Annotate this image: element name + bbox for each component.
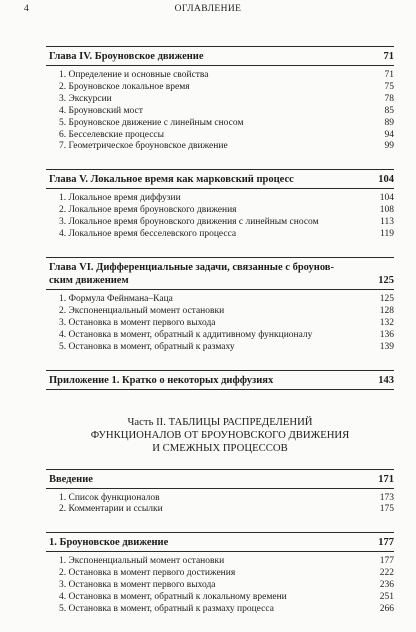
chapter-title-line2: ским движением <box>49 274 129 286</box>
entry-title: 6. Бесселевские процессы <box>59 129 165 140</box>
appendix-heading[interactable] <box>46 371 394 389</box>
chapter-heading[interactable] <box>46 258 394 289</box>
divider <box>46 389 394 390</box>
toc-entry[interactable] <box>46 106 394 118</box>
entry-page: 266 <box>379 603 394 614</box>
toc-entry[interactable] <box>46 118 394 130</box>
toc-entry[interactable] <box>46 493 394 505</box>
entry-page: 175 <box>379 504 394 515</box>
toc-entry[interactable] <box>46 130 394 142</box>
entry-title: 7. Геометрическое броуновское движение <box>59 141 228 152</box>
toc-entry[interactable] <box>46 318 394 330</box>
entry-page: 78 <box>384 93 394 104</box>
entry-title: 3. Локальное время броуновского движения с линейным сносом <box>59 217 319 228</box>
toc-entry[interactable] <box>46 306 394 318</box>
entry-page: 85 <box>384 105 394 116</box>
chapter-title: Глава IV. Броуновское движение <box>49 51 204 62</box>
entry-title: 3. Остановка в момент первого выхода <box>59 580 216 591</box>
chapter-page: 104 <box>378 174 394 186</box>
entry-title: 2. Остановка в момент первого достижения <box>59 568 236 579</box>
chapter-page: 125 <box>378 274 394 286</box>
appendix-title: Приложение 1. Кратко о некоторых диффузиях <box>49 374 274 386</box>
entry-page: 251 <box>379 592 394 603</box>
toc-entry[interactable] <box>46 229 394 241</box>
entry-page: 71 <box>384 70 394 80</box>
section-list <box>46 290 394 357</box>
toc-entry[interactable] <box>46 82 394 94</box>
toc-entry[interactable] <box>46 592 394 604</box>
entry-page: 128 <box>379 305 394 316</box>
chapter-title: 1. Броуновское движение <box>49 537 169 549</box>
running-header <box>0 4 416 18</box>
toc-entry[interactable] <box>46 70 394 82</box>
chapter-page: 177 <box>378 537 394 549</box>
entry-title: 5. Остановка в момент, обратный к размаху процесса <box>59 603 274 614</box>
entry-title: 4. Остановка в момент, обратный к аддитивному функционалу <box>59 329 313 340</box>
entry-page: 89 <box>384 117 394 128</box>
toc-entry[interactable] <box>46 141 394 153</box>
entry-page: 75 <box>384 81 394 92</box>
entry-page: 125 <box>379 293 394 304</box>
chapter-title-line1: Глава VI. Дифференциальные задачи, связанные с броунов- <box>49 261 334 273</box>
part-title <box>46 416 394 455</box>
chapter-heading[interactable] <box>46 47 394 65</box>
entry-page: 236 <box>379 580 394 591</box>
entry-title: 3. Экскурсии <box>59 93 112 104</box>
part-title-line2: ФУНКЦИОНАЛОВ ОТ БРОУНОВСКОГО ДВИЖЕНИЯ <box>90 428 350 441</box>
entry-title: 4. Локальное время бесселевского процесса <box>59 229 237 240</box>
entry-page: 173 <box>379 492 394 503</box>
entry-page: 113 <box>380 217 394 228</box>
entry-title: 4. Броуновский мост <box>59 105 143 116</box>
chapter-page: 71 <box>383 51 394 62</box>
toc-entry[interactable] <box>46 205 394 217</box>
toc-chapter <box>46 169 394 244</box>
toc-entry[interactable] <box>46 568 394 580</box>
entry-title: 2. Локальное время броуновского движения <box>59 205 237 216</box>
entry-page: 104 <box>379 193 394 204</box>
chapter-page: 171 <box>378 473 394 485</box>
toc-appendix <box>46 370 394 390</box>
entry-title: 5. Броуновское движение с линейным сносом <box>59 117 244 128</box>
toc-chapter <box>46 469 394 520</box>
part-title-line3: И СМЕЖНЫХ ПРОЦЕССОВ <box>152 441 288 454</box>
section-list <box>46 189 394 244</box>
toc-chapter <box>46 46 394 156</box>
entry-page: 132 <box>379 317 394 328</box>
entry-title: 2. Экспоненциальный момент остановки <box>59 305 225 316</box>
toc-entry[interactable] <box>46 604 394 616</box>
toc-entry[interactable] <box>46 330 394 342</box>
entry-title: 1. Определение и основные свойства <box>59 70 209 80</box>
toc-entry[interactable] <box>46 294 394 306</box>
section-list <box>46 489 394 520</box>
toc-entry[interactable] <box>46 504 394 516</box>
entry-page: 94 <box>384 129 394 140</box>
page-number: 4 <box>24 4 29 14</box>
toc-entry[interactable] <box>46 94 394 106</box>
toc-entry[interactable] <box>46 342 394 354</box>
entry-title: 4. Остановка в момент, обратный к локальному времени <box>59 592 287 603</box>
entry-page: 99 <box>384 141 394 152</box>
entry-title: 3. Остановка в момент первого выхода <box>59 317 216 328</box>
entry-page: 222 <box>379 568 394 579</box>
entry-page: 108 <box>379 205 394 216</box>
table-of-contents <box>46 46 394 632</box>
entry-page: 177 <box>379 556 394 567</box>
appendix-page: 143 <box>378 374 394 386</box>
toc-entry[interactable] <box>46 580 394 592</box>
entry-title: 2. Броуновское локальное время <box>59 81 190 92</box>
section-list <box>46 66 394 156</box>
entry-title: 1. Экспоненциальный момент остановки <box>59 556 225 567</box>
chapter-heading[interactable] <box>46 470 394 488</box>
entry-title: 1. Локальное время диффузии <box>59 193 181 204</box>
part-title-line1: Часть II. ТАБЛИЦЫ РАСПРЕДЕЛЕНИЙ <box>127 415 313 428</box>
toc-entry[interactable] <box>46 193 394 205</box>
chapter-heading[interactable] <box>46 533 394 551</box>
chapter-heading[interactable] <box>46 170 394 188</box>
chapter-title: Глава V. Локальное время как марковский процесс <box>49 174 294 186</box>
entry-title: 5. Остановка в момент, обратный к размаху <box>59 341 235 352</box>
running-title: ОГЛАВЛЕНИЕ <box>174 4 242 14</box>
toc-chapter <box>46 257 394 357</box>
entry-page: 139 <box>379 341 394 352</box>
toc-entry[interactable] <box>46 556 394 568</box>
toc-entry[interactable] <box>46 217 394 229</box>
entry-page: 119 <box>380 229 394 240</box>
entry-title: 2. Комментарии и ссылки <box>59 504 163 515</box>
entry-title: 1. Формула Фейнмана–Каца <box>59 293 173 304</box>
entry-title: 1. Список функционалов <box>59 492 160 503</box>
entry-page: 136 <box>379 329 394 340</box>
section-list <box>46 552 394 619</box>
toc-chapter <box>46 532 394 619</box>
chapter-title: Введение <box>49 473 93 485</box>
